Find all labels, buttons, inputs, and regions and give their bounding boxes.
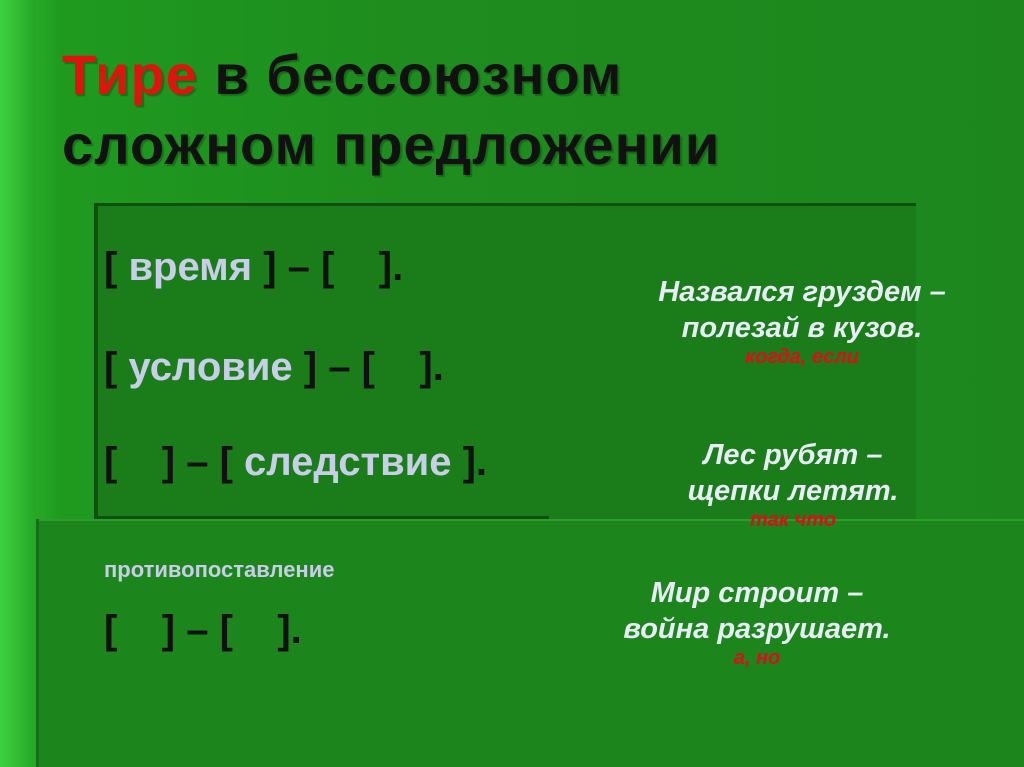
scheme-open: [ bbox=[104, 245, 129, 289]
title-line1-rest: в бессоюзном bbox=[197, 43, 623, 106]
scheme-open: [ ] – [ bbox=[104, 440, 244, 484]
scheme-condition bbox=[104, 345, 444, 390]
example-line1: Назвался груздем – bbox=[658, 276, 946, 308]
scheme-word-consequence: следствие bbox=[244, 440, 452, 484]
left-stripe bbox=[0, 0, 36, 767]
conjunction-hint: когда, если bbox=[744, 346, 859, 368]
example-line1: Мир строит – bbox=[650, 577, 864, 609]
conjunction-hint: а, но bbox=[733, 647, 781, 669]
panel-top-edge bbox=[94, 203, 916, 206]
scheme-word-time: время bbox=[128, 245, 253, 289]
example-time bbox=[592, 274, 1012, 368]
conjunction-hint: так что bbox=[750, 509, 836, 531]
scheme-contrast: [ ] – [ ]. bbox=[104, 608, 302, 652]
lower-panel-left-edge bbox=[36, 519, 39, 767]
example-line2: щепки летят. bbox=[687, 475, 899, 507]
scheme-time bbox=[104, 245, 403, 290]
scheme-rest: ]. bbox=[451, 440, 488, 484]
example-line2: война разрушает. bbox=[623, 613, 891, 645]
slide-title bbox=[62, 40, 962, 180]
scheme-open: [ bbox=[104, 345, 129, 389]
scheme-rest: ] – [ ]. bbox=[292, 345, 444, 389]
title-line2: сложном предложении bbox=[62, 113, 721, 176]
example-line1: Лес рубят – bbox=[703, 439, 883, 471]
example-consequence bbox=[583, 437, 1003, 531]
example-contrast bbox=[547, 575, 967, 669]
contrast-label: противопоставление bbox=[104, 557, 335, 582]
scheme-word-condition: условие bbox=[128, 345, 293, 389]
panel-left-edge bbox=[94, 203, 98, 519]
title-accent-word: Тире bbox=[62, 43, 198, 106]
example-line2: полезай в кузов. bbox=[681, 312, 923, 344]
scheme-consequence bbox=[104, 440, 487, 485]
scheme-rest: ] – [ ]. bbox=[252, 245, 404, 289]
